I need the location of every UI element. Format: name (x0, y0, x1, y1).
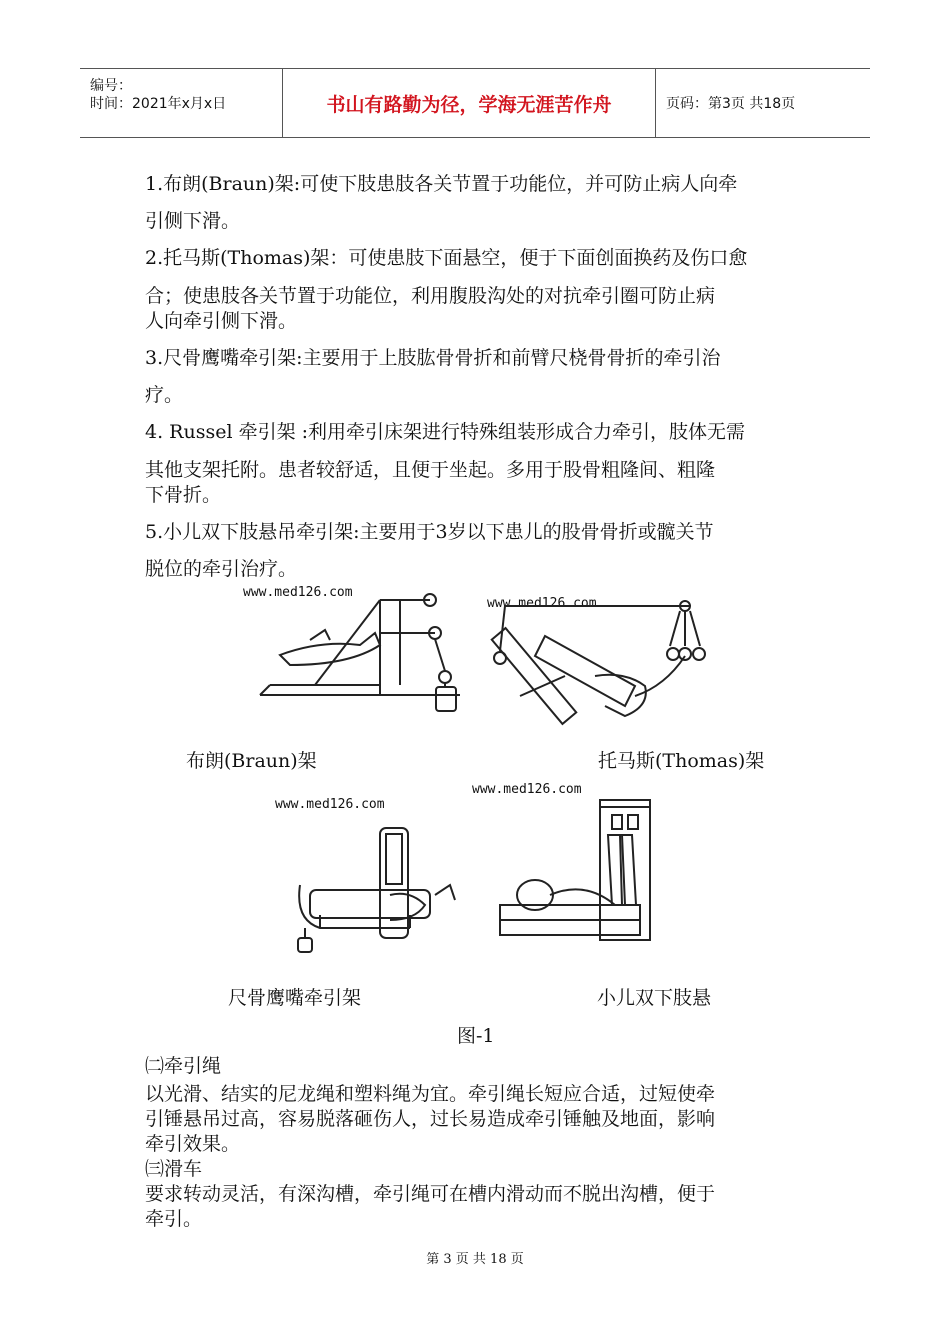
figure-caption: 小儿双下肢悬 (597, 987, 712, 1009)
section-text: 牵引。 (145, 1208, 203, 1230)
section-text: 引锤悬吊过高，容易脱落砸伤人，过长易造成牵引锤触及地面，影响 (145, 1108, 716, 1130)
watermark: www.med126.com (487, 596, 597, 611)
olecranon-frame-figure (290, 820, 470, 955)
paragraph-line: 3.尺骨鹰嘴牵引架:主要用于上肢肱骨骨折和前臂尺桡骨骨折的牵引治 (145, 347, 721, 369)
figure-caption: 尺骨鹰嘴牵引架 (228, 987, 362, 1009)
time-label: 时间：2021年x月x日 (90, 96, 227, 112)
document-header (80, 68, 870, 138)
figure-caption: 托马斯(Thomas)架 (598, 750, 765, 772)
paragraph-line: 脱位的牵引治疗。 (145, 558, 298, 580)
watermark: www.med126.com (275, 797, 385, 812)
header-motto: 书山有路勤为径，学海无涯苦作舟 (282, 69, 656, 137)
paragraph-line: 2.托马斯(Thomas)架：可使患肢下面悬空，便于下面创面换药及伤口愈 (145, 247, 748, 269)
watermark: www.med126.com (243, 585, 353, 600)
thomas-frame-figure (485, 596, 720, 731)
section-heading: ㈢滑车 (145, 1158, 203, 1180)
figure-caption: 布朗(Braun)架 (186, 750, 317, 772)
section-text: 以光滑、结实的尼龙绳和塑料绳为宜。牵引绳长短应合适，过短使牵 (145, 1083, 716, 1105)
watermark: www.med126.com (472, 782, 582, 797)
braun-frame-figure (240, 585, 470, 720)
paragraph-line: 人向牵引侧下滑。 (145, 310, 298, 332)
section-heading: ㈡牵引绳 (145, 1055, 222, 1077)
header-meta (80, 69, 282, 137)
page-footer: 第 3 页 共 18 页 (426, 1252, 524, 1267)
paragraph-line: 下骨折。 (145, 484, 222, 506)
child-suspension-figure (490, 795, 665, 945)
section-text: 牵引效果。 (145, 1133, 241, 1155)
figure-label: 图-1 (457, 1025, 495, 1047)
paragraph-line: 4. Russel 牵引架 :利用牵引床架进行特殊组装形成合力牵引，肢体无需 (145, 421, 746, 443)
paragraph-line: 引侧下滑。 (145, 210, 241, 232)
header-page-info: 页码：第3页 共18页 (666, 96, 796, 112)
paragraph-line: 5.小儿双下肢悬吊牵引架:主要用于3岁以下患儿的股骨骨折或髋关节 (145, 521, 714, 543)
number-label: 编号： (90, 78, 132, 94)
section-text: 要求转动灵活，有深沟槽，牵引绳可在槽内滑动而不脱出沟槽，便于 (145, 1183, 716, 1205)
paragraph-line: 合；使患肢各关节置于功能位，利用腹股沟处的对抗牵引圈可防止病 (145, 285, 716, 307)
paragraph-line: 疗。 (145, 384, 184, 406)
paragraph-line: 其他支架托附。患者较舒适，且便于坐起。多用于股骨粗隆间、粗隆 (145, 459, 716, 481)
paragraph-line: 1.布朗(Braun)架:可使下肢患肢各关节置于功能位，并可防止病人向牵 (145, 173, 738, 195)
